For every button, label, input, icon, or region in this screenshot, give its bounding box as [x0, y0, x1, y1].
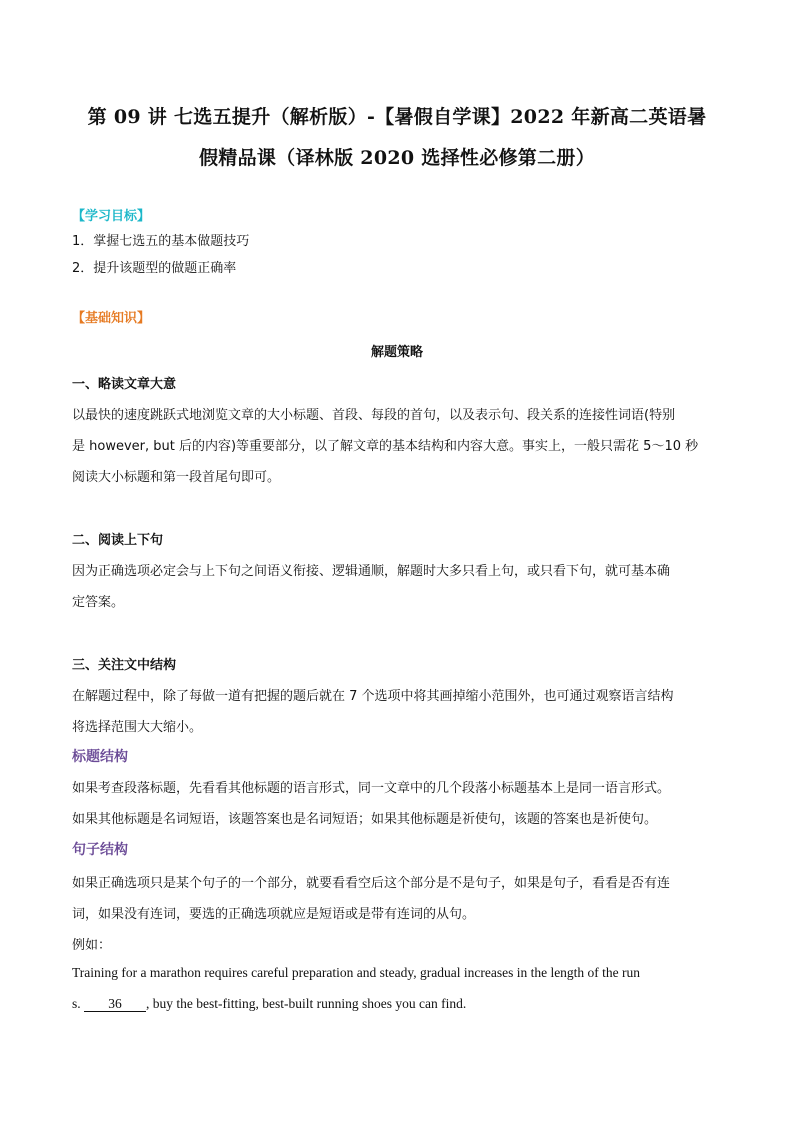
sentence-structure-line-1: 如果正确选项只是某个句子的一个部分，就要看看空后这个部分是不是句子，如果是句子，看看是否有连: [72, 876, 671, 891]
basics-tag: 【基础知识】: [72, 311, 151, 326]
example-sentence-line-2: [72, 996, 466, 1012]
section-1-line-1: 以最快的速度跳跃式地浏览文章的大小标题、首段、每段的首句，以及表示句、段关系的连接性词语(特别: [72, 408, 676, 423]
section-3-line-1: 在解题过程中，除了每做一道有把握的题后就在 7 个选项中将其画掉缩小范围外，也可通过观察语言结构: [72, 689, 674, 704]
section-1-heading: 一、略读文章大意: [72, 377, 177, 392]
example-line-2-prefix: s.: [72, 996, 85, 1011]
sentence-structure-line-2: 词，如果没有连词，要选的正确选项就应是短语或是带有连词的从句。: [72, 907, 476, 922]
example-label: 例如：: [72, 938, 112, 953]
title-structure-line-2: 如果其他标题是名词短语，该题答案也是名词短语；如果其他标题是祈使句，该题的答案也是祈使句。: [72, 812, 658, 827]
learning-goals-tag: 【学习目标】: [72, 209, 151, 224]
example-sentence-line-1: Training for a marathon requires careful preparation and steady, gradual increases in the length of the run: [72, 965, 641, 980]
document-title-line-2: 假精品课（译林版 2020 选择性必修第二册）: [198, 147, 595, 169]
goal-item-2: 2．提升该题型的做题正确率: [72, 261, 237, 276]
title-structure-line-1: 如果考查段落标题，先看看其他标题的语言形式，同一文章中的几个段落小标题基本上是同一语言形式。: [72, 781, 671, 796]
section-3-heading: 三、关注文中结构: [72, 658, 177, 673]
answer-blank-36: 36: [84, 997, 146, 1012]
section-2-line-2: 定答案。: [72, 595, 125, 610]
section-3-line-2: 将选择范围大大缩小。: [72, 720, 203, 735]
title-structure-heading: 标题结构: [72, 749, 128, 765]
section-2-heading: 二、阅读上下句: [72, 533, 164, 548]
section-1-line-2: 是 however, but 后的内容)等重要部分，以了解文章的基本结构和内容大意。事实上，一般只需花 5～10 秒: [72, 439, 699, 454]
section-2-line-1: 因为正确选项必定会与上下句之间语义衔接、逻辑通顺，解题时大多只看上句，或只看下句，就可基本确: [72, 564, 671, 579]
document-title-line-1: 第 09 讲 七选五提升（解析版）-【暑假自学课】2022 年新高二英语暑: [87, 106, 707, 128]
strategy-title: 解题策略: [370, 345, 423, 360]
goal-item-1: 1．掌握七选五的基本做题技巧: [72, 234, 250, 249]
example-line-2-suffix: , buy the best-fitting, best-built running shoes you can find.: [146, 996, 467, 1011]
sentence-structure-heading: 句子结构: [72, 842, 128, 858]
section-1-line-3: 阅读大小标题和第一段首尾句即可。: [72, 470, 281, 485]
